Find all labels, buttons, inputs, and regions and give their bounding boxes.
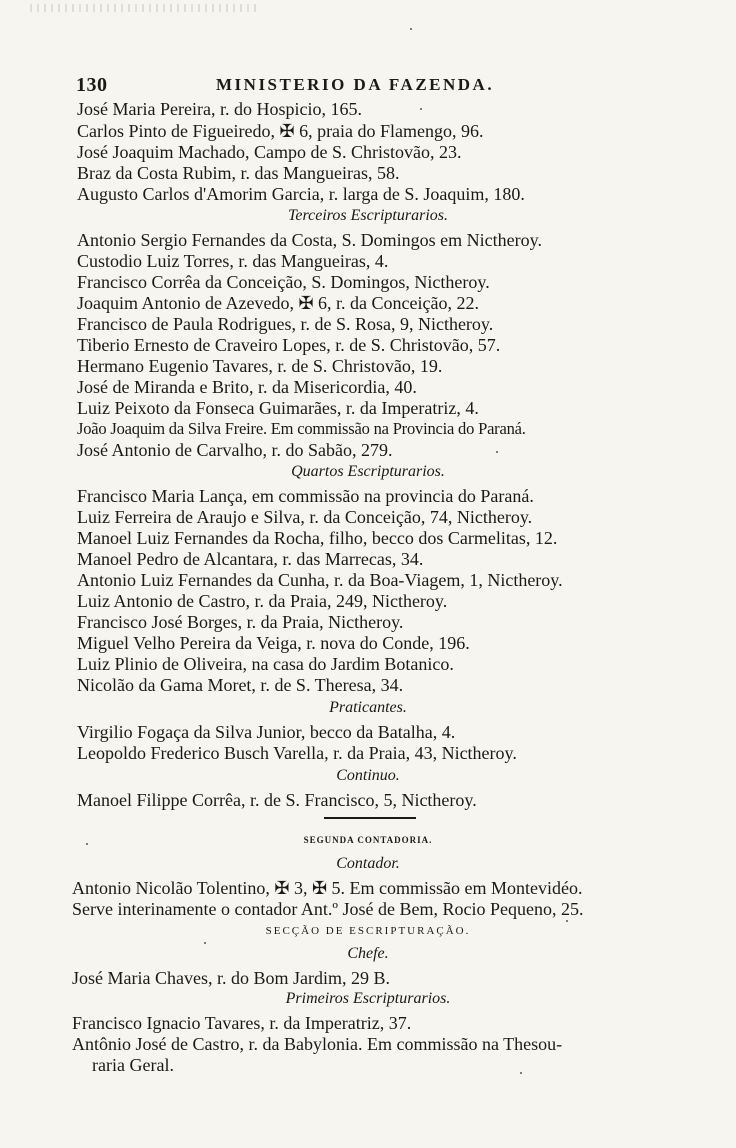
scan-speck bbox=[410, 28, 412, 30]
list-item: Luiz Antonio de Castro, r. da Praia, 249, Nictheroy. bbox=[77, 591, 448, 611]
list-item: Francisco Maria Lança, em commissão na provincia do Paraná. bbox=[77, 486, 534, 506]
list-item: José Joaquim Machado, Campo de S. Christovão, 23. bbox=[77, 142, 462, 162]
section-heading-terceiros: Terceiros Escripturarios. bbox=[287, 207, 448, 224]
list-item: Augusto Carlos d'Amorim Garcia, r. larga de S. Joaquim, 180. bbox=[77, 184, 525, 204]
list-item: Francisco de Paula Rodrigues, r. de S. Rosa, 9, Nictheroy. bbox=[77, 314, 494, 334]
list-item: Manoel Luiz Fernandes da Rocha, filho, becco dos Carmelitas, 12. bbox=[77, 528, 558, 548]
list-item: Francisco Corrêa da Conceição, S. Domingos, Nictheroy. bbox=[77, 272, 490, 292]
list-item: Luiz Ferreira de Araujo e Silva, r. da Conceição, 74, Nictheroy. bbox=[77, 507, 533, 527]
scan-speck bbox=[420, 108, 422, 110]
list-item: João Joaquim da Silva Freire. Em commissão na Provincia do Paraná. bbox=[77, 419, 526, 438]
list-item: Francisco José Borges, r. da Praia, Nictheroy. bbox=[77, 612, 404, 632]
section-heading-segunda-contadoria: SEGUNDA CONTADORIA. bbox=[303, 835, 433, 845]
running-title: MINISTERIO DA FAZENDA. bbox=[216, 75, 495, 94]
section-heading-seccao-escripturacao: SECÇÃO DE ESCRIPTURAÇÃO. bbox=[265, 925, 471, 937]
list-item: Antônio José de Castro, r. da Babylonia. Em commissão na Thesou- bbox=[72, 1034, 563, 1054]
section-divider bbox=[324, 817, 416, 819]
scan-speck bbox=[204, 942, 206, 944]
scan-speck bbox=[86, 843, 88, 845]
list-item: Manoel Pedro de Alcantara, r. das Marrecas, 34. bbox=[77, 549, 424, 569]
list-item: José de Miranda e Brito, r. da Misericordia, 40. bbox=[77, 377, 417, 397]
list-item: Custodio Luiz Torres, r. das Mangueiras, 4. bbox=[77, 251, 389, 271]
list-item: Virgilio Fogaça da Silva Junior, becco da Batalha, 4. bbox=[77, 722, 456, 742]
list-item: Luiz Plinio de Oliveira, na casa do Jardim Botanico. bbox=[77, 654, 454, 674]
list-item: Manoel Filippe Corrêa, r. de S. Francisco, 5, Nictheroy. bbox=[77, 790, 477, 810]
list-item: Braz da Costa Rubim, r. das Mangueiras, 58. bbox=[77, 163, 400, 183]
page-number: 130 bbox=[76, 74, 108, 96]
section-heading-quartos: Quartos Escripturarios. bbox=[291, 463, 445, 480]
section-heading-continuo: Continuo. bbox=[336, 767, 400, 784]
list-item: Tiberio Ernesto de Craveiro Lopes, r. de S. Christovão, 57. bbox=[77, 335, 501, 355]
list-item: Serve interinamente o contador Ant.º José de Bem, Rocio Pequeno, 25. bbox=[72, 899, 584, 919]
list-item: Carlos Pinto de Figueiredo, ✠ 6, praia do Flamengo, 96. bbox=[77, 121, 484, 141]
list-item: Hermano Eugenio Tavares, r. de S. Christovão, 19. bbox=[77, 356, 443, 376]
subheading-contador: Contador. bbox=[336, 855, 400, 872]
list-item: raria Geral. bbox=[92, 1055, 174, 1075]
list-item: Joaquim Antonio de Azevedo, ✠ 6, r. da Conceição, 22. bbox=[77, 293, 480, 313]
list-item: Miguel Velho Pereira da Veiga, r. nova do Conde, 196. bbox=[77, 633, 470, 653]
scan-speck bbox=[566, 920, 568, 922]
list-item: Francisco Ignacio Tavares, r. da Imperatriz, 37. bbox=[72, 1013, 412, 1033]
scan-speck bbox=[520, 1072, 522, 1074]
list-item: Antonio Nicolão Tolentino, ✠ 3, ✠ 5. Em commissão em Montevidéo. bbox=[72, 878, 583, 898]
list-item: Antonio Luiz Fernandes da Cunha, r. da Boa-Viagem, 1, Nictheroy. bbox=[77, 570, 563, 590]
list-item: José Antonio de Carvalho, r. do Sabão, 279. bbox=[77, 440, 393, 460]
scan-noise bbox=[30, 4, 260, 12]
subheading-chefe: Chefe. bbox=[347, 945, 389, 962]
list-item: José Maria Chaves, r. do Bom Jardim, 29 B. bbox=[72, 968, 390, 988]
scan-speck bbox=[496, 451, 498, 453]
section-heading-praticantes: Praticantes. bbox=[329, 699, 407, 716]
list-item: Luiz Peixoto da Fonseca Guimarães, r. da Imperatriz, 4. bbox=[77, 398, 479, 418]
list-item: Nicolão da Gama Moret, r. de S. Theresa, 34. bbox=[77, 675, 404, 695]
list-item: Leopoldo Frederico Busch Varella, r. da Praia, 43, Nictheroy. bbox=[77, 743, 517, 763]
list-item: José Maria Pereira, r. do Hospicio, 165. bbox=[77, 99, 362, 119]
subheading-primeiros: Primeiros Escripturarios. bbox=[285, 990, 451, 1007]
list-item: Antonio Sergio Fernandes da Costa, S. Domingos em Nictheroy. bbox=[77, 230, 542, 250]
